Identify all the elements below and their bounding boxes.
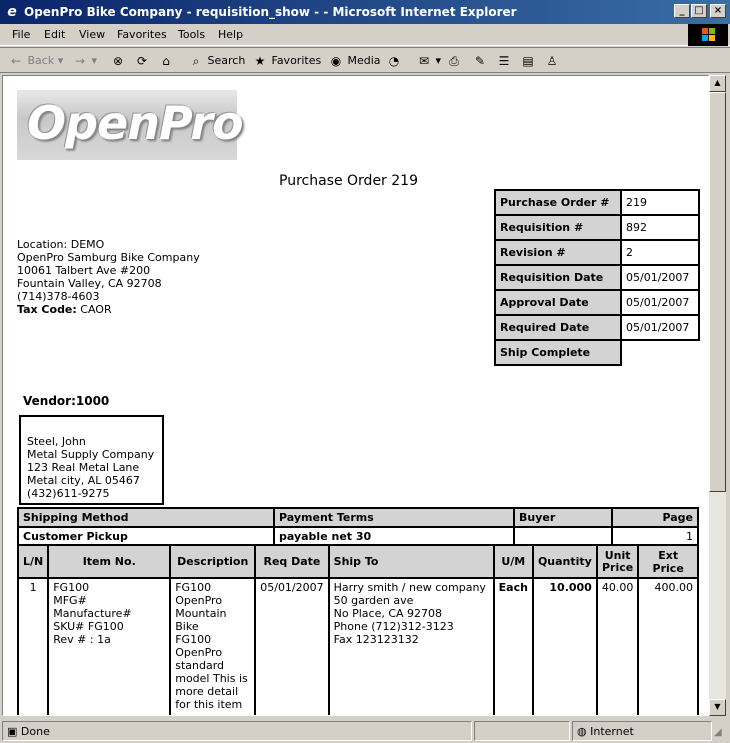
summary-label: Ship Complete <box>495 340 621 365</box>
summary-row <box>495 340 699 365</box>
col-quantity: Quantity <box>533 545 597 578</box>
desc-line: Mountain <box>175 607 227 620</box>
menu-tools[interactable]: Tools <box>178 28 206 41</box>
close-button[interactable]: × <box>710 4 726 18</box>
summary-value: 05/01/2007 <box>621 265 699 290</box>
line-ship-to <box>329 578 494 716</box>
summary-row <box>495 265 699 290</box>
status-message <box>2 721 472 741</box>
globe-icon: ◍ <box>577 725 587 738</box>
desc-line: FG100 <box>175 633 212 646</box>
print-button[interactable] <box>446 53 462 69</box>
ie-icon: e <box>7 4 17 20</box>
summary-row <box>495 190 699 215</box>
back-label: Back <box>27 54 55 67</box>
tax-code-line <box>17 303 200 316</box>
home-icon: ⌂ <box>162 54 170 68</box>
vendor-address-box <box>19 415 164 505</box>
payment-terms-header: Payment Terms <box>274 508 514 527</box>
line-um: Each <box>494 578 533 716</box>
col-um: U/M <box>494 545 533 578</box>
summary-label: Revision # <box>495 240 621 265</box>
refresh-button[interactable] <box>134 53 150 69</box>
col-ship-to: Ship To <box>329 545 494 578</box>
vendor-company: Metal Supply Company <box>27 448 155 461</box>
col-unit-price: Unit Price <box>597 545 639 578</box>
ship-to-line: Phone (712)312-3123 <box>333 620 454 633</box>
menu-help[interactable]: Help <box>218 28 244 41</box>
item-rev: Rev # : 1a <box>53 633 111 646</box>
ship-to-line: No Place, CA 92708 <box>333 607 443 620</box>
summary-value: 05/01/2007 <box>621 315 699 340</box>
menu-bar <box>0 24 730 46</box>
print-icon: ⎙ <box>449 54 459 68</box>
col-item-no: Item No. <box>48 545 170 578</box>
line-header-row <box>18 545 698 578</box>
search-button[interactable] <box>188 53 245 69</box>
forward-button[interactable] <box>72 53 97 69</box>
standard-toolbar <box>0 47 730 73</box>
vendor-city: Metal city, AL 05467 <box>27 474 140 487</box>
menu-file[interactable]: File <box>12 28 31 41</box>
vendor-phone: (432)611-9275 <box>27 487 110 500</box>
summary-label: Purchase Order # <box>495 190 621 215</box>
messenger-button[interactable] <box>544 53 560 69</box>
window-title: OpenPro Bike Company - requisition_show - - Microsoft Internet Explorer <box>24 5 517 19</box>
item-sku: SKU# FG100 <box>53 620 124 633</box>
desc-line: for this item <box>175 698 243 711</box>
media-icon: ◉ <box>330 54 342 68</box>
stop-button[interactable] <box>110 53 126 69</box>
mail-icon: ✉ <box>418 54 430 68</box>
vertical-scrollbar[interactable] <box>709 75 726 716</box>
status-zone <box>572 721 712 741</box>
line-unit-price: 40.00 <box>597 578 639 716</box>
mail-button[interactable] <box>416 53 441 69</box>
summary-label: Requisition Date <box>495 265 621 290</box>
line-description <box>170 578 255 716</box>
resize-grip-icon[interactable]: ◢ <box>714 727 722 738</box>
status-empty-1 <box>474 721 570 741</box>
vendor-contact: Steel, John <box>27 435 86 448</box>
discuss-button[interactable] <box>496 53 512 69</box>
col-ln: L/N <box>18 545 48 578</box>
menu-edit[interactable]: Edit <box>44 28 66 41</box>
col-ext-price: Ext Price <box>638 545 698 578</box>
page-title: Purchase Order 219 <box>279 173 418 189</box>
page-header: Page <box>612 508 698 527</box>
item-mfg: MFG# Manufacture# <box>53 594 132 620</box>
location-line: Location: DEMO <box>17 238 105 251</box>
research-button[interactable] <box>520 53 536 69</box>
desc-line: standard <box>175 659 225 672</box>
page-done-icon: ▣ <box>7 725 18 738</box>
history-icon: ◔ <box>388 54 400 68</box>
summary-value-empty <box>621 340 699 365</box>
line-ext-price: 400.00 <box>638 578 698 716</box>
tax-code-value: CAOR <box>80 303 112 316</box>
po-summary-table <box>494 189 700 366</box>
shipping-method-header: Shipping Method <box>18 508 274 527</box>
vendor-heading <box>23 394 109 408</box>
payment-terms-value: payable net 30 <box>274 527 514 546</box>
search-icon: ⌕ <box>192 54 200 68</box>
back-button[interactable] <box>8 53 63 69</box>
edit-button[interactable] <box>472 53 488 69</box>
summary-row <box>495 215 699 240</box>
summary-label: Required Date <box>495 315 621 340</box>
stop-icon: ⊗ <box>112 54 124 68</box>
forward-dropdown-icon: ▾ <box>91 54 98 67</box>
scroll-up-button[interactable]: ▲ <box>709 75 726 92</box>
window-title-bar <box>0 0 730 24</box>
menu-favorites[interactable]: Favorites <box>117 28 167 41</box>
summary-row <box>495 240 699 265</box>
back-dropdown-icon: ▾ <box>57 54 64 67</box>
col-req-date: Req Date <box>255 545 328 578</box>
scroll-thumb[interactable] <box>709 92 726 492</box>
shipping-method-value: Customer Pickup <box>18 527 274 546</box>
vendor-id: 1000 <box>75 394 110 408</box>
buyer-header: Buyer <box>514 508 612 527</box>
phone-line: (714)378-4603 <box>17 290 100 303</box>
favorites-icon: ★ <box>254 54 266 68</box>
summary-value: 05/01/2007 <box>621 290 699 315</box>
favorites-button[interactable] <box>252 53 321 69</box>
media-label: Media <box>347 54 381 67</box>
shipping-info-table <box>17 507 699 547</box>
desc-line: OpenPro <box>175 646 223 659</box>
forward-arrow-icon: → <box>74 54 86 68</box>
page-value: 1 <box>612 527 698 546</box>
summary-label: Requisition # <box>495 215 621 240</box>
mail-dropdown-icon: ▾ <box>435 54 442 67</box>
desc-line: more detail <box>175 685 239 698</box>
edit-icon: ✎ <box>474 54 486 68</box>
favorites-label: Favorites <box>271 54 322 67</box>
summary-value: 892 <box>621 215 699 240</box>
media-button[interactable] <box>328 53 381 69</box>
zone-text: Internet <box>590 725 634 738</box>
ship-to-line: 50 garden ave <box>333 594 414 607</box>
street-line: 10061 Talbert Ave #200 <box>17 264 151 277</box>
ship-from-address <box>17 238 200 316</box>
ship-to-line: Fax 123123132 <box>333 633 419 646</box>
summary-row <box>495 315 699 340</box>
openpro-logo <box>17 90 243 160</box>
windows-logo-icon <box>688 24 728 46</box>
refresh-icon: ⟳ <box>136 54 148 68</box>
desc-line: OpenPro <box>175 594 223 607</box>
status-text: Done <box>20 725 50 738</box>
vendor-street: 123 Real Metal Lane <box>27 461 140 474</box>
desc-line: FG100 <box>175 581 212 594</box>
tax-code-label: Tax Code: <box>17 303 77 316</box>
line-number: 1 <box>18 578 48 716</box>
col-description: Description <box>170 545 255 578</box>
menu-view[interactable]: View <box>79 28 106 41</box>
desc-line: model This is <box>175 672 248 685</box>
history-button[interactable] <box>386 53 402 69</box>
discuss-icon: ☰ <box>498 54 510 68</box>
city-line: Fountain Valley, CA 92708 <box>17 277 162 290</box>
summary-row <box>495 290 699 315</box>
status-bar <box>0 719 730 743</box>
vendor-label: Vendor: <box>23 394 76 408</box>
summary-label: Approval Date <box>495 290 621 315</box>
ship-to-line: Harry smith / new company <box>333 581 486 594</box>
line-item-row <box>18 578 698 716</box>
page-viewport <box>2 75 709 716</box>
line-item-no <box>48 578 170 716</box>
info-header-row <box>18 508 698 527</box>
summary-value: 219 <box>621 190 699 215</box>
logo-text: OpenPro <box>27 96 243 150</box>
desc-line: Bike <box>175 620 199 633</box>
minimize-button[interactable]: _ <box>674 4 690 18</box>
item-code: FG100 <box>53 581 90 594</box>
maximize-button[interactable]: □ <box>691 4 707 18</box>
home-button[interactable] <box>158 53 174 69</box>
company-line: OpenPro Samburg Bike Company <box>17 251 200 264</box>
search-label: Search <box>207 54 246 67</box>
line-quantity: 10.000 <box>533 578 597 716</box>
line-items-table <box>17 544 699 716</box>
line-req-date: 05/01/2007 <box>255 578 328 716</box>
research-icon: ▤ <box>522 54 534 68</box>
scroll-down-button[interactable]: ▼ <box>709 699 726 716</box>
summary-value: 2 <box>621 240 699 265</box>
messenger-icon: ♙ <box>546 54 558 68</box>
back-arrow-icon: ← <box>10 54 22 68</box>
